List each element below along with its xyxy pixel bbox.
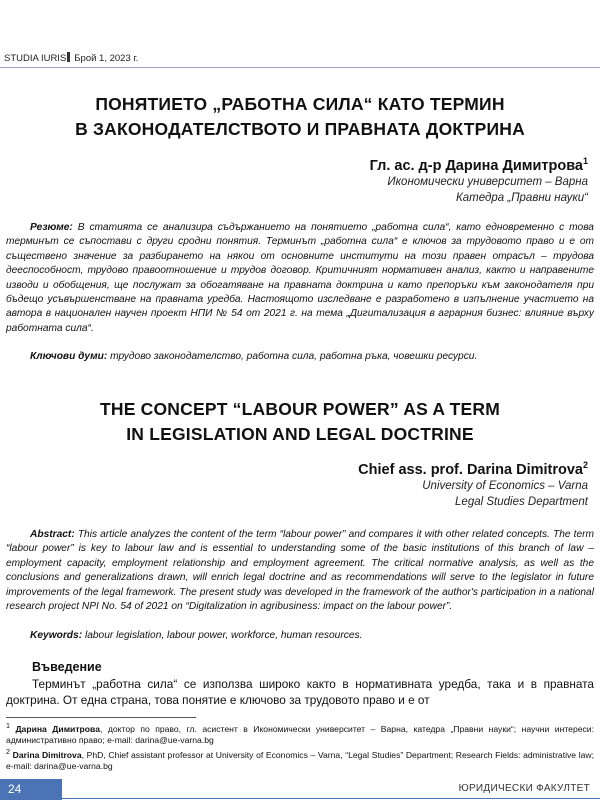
en-abstract xyxy=(6,528,594,614)
bg-keywords-label: Ключови думи: xyxy=(30,351,108,362)
issue-label: Брой 1, 2023 г. xyxy=(74,53,139,64)
footnote-2 xyxy=(6,747,594,773)
running-header-text xyxy=(4,52,138,64)
footnote-separator xyxy=(6,717,196,718)
footnote-1-text: , доктор по право, гл. асистент в Икономически университет – Варна, катедра „Правни науки“; научни интереси: административно право; e-mail: darina@ue-varna.bg xyxy=(6,723,594,746)
bg-author xyxy=(370,156,588,174)
en-affiliation-university: University of Economics – Varna xyxy=(422,480,588,492)
footnote-2-text: , PhD, Chief assistant professor at University of Economics – Varna, “Legal Studies” Department; Research Fields: administrative law; e-mail: darina@ue-varna.bg xyxy=(6,749,594,771)
page-footer xyxy=(0,779,600,800)
header-separator-bar xyxy=(67,52,70,62)
en-author-name: Chief ass. prof. Darina Dimitrova xyxy=(358,461,583,478)
footer-rule xyxy=(62,798,600,799)
en-title-line-1: THE CONCEPT “LABOUR POWER” AS A TERM xyxy=(100,399,500,419)
bg-keywords xyxy=(6,350,594,364)
bg-title xyxy=(20,92,580,142)
en-author xyxy=(358,460,588,478)
footnote-2-name: Darina Dimitrova xyxy=(12,749,82,760)
bg-title-line-1: ПОНЯТИЕТО „РАБОТНА СИЛА“ КАТО ТЕРМИН xyxy=(95,94,505,114)
bg-author-name: Гл. ас. д-р Дарина Димитрова xyxy=(369,157,583,174)
bg-author-footnote-ref: 1 xyxy=(582,156,588,166)
en-title xyxy=(20,397,580,447)
header-rule xyxy=(0,67,600,68)
bg-keywords-text: трудово законодателство, работна сила, работна ръка, човешки ресурси. xyxy=(110,351,478,362)
page-number-box xyxy=(0,779,62,800)
faculty-label: ЮРИДИЧЕСКИ ФАКУЛТЕТ xyxy=(458,783,590,794)
intro-paragraph: Терминът „работна сила“ се използва широко както в нормативната уредба, така и в правната доктрина. От една страна, това понятие е ключово за трудовото право и е от xyxy=(6,677,594,707)
en-keywords-text: labour legislation, labour power, workforce, human resources. xyxy=(84,630,363,641)
en-keywords-label: Keywords: xyxy=(30,630,83,641)
bg-abstract-text: В статията се анализира съдържанието на понятието „работна сила“, като едновременно с това терминът се съпостави с други сродни понятия. Терминът „работна сила“ е ключов за трудовото право и е от съществено значение за разбирането на някои от основните институти на този правен отрасъл – трудова дееспособност, трудово правоотношение и трудов договор. Критичният нормативен анализ, както и направените изводи и обобщения, ще послужат за обогатяване на правната доктрина и като препоръки към законодателя при бъдещо усъвършенстване на правната уредба. Настоящото изследване е разработено в изпълнение участието на автора в национален научен проект НПИ № 54 от 2021 г. на тема „Дигитализация в аграрния бизнес: влияние върху работната сила“. xyxy=(6,222,594,334)
bg-affiliation-university: Икономически университет – Варна xyxy=(387,176,588,188)
running-header xyxy=(0,52,600,66)
en-affiliation-department: Legal Studies Department xyxy=(455,496,588,508)
en-author-footnote-ref: 2 xyxy=(582,460,588,470)
bg-title-line-2: В ЗАКОНОДАТЕЛСТВОТО И ПРАВНАТА ДОКТРИНА xyxy=(75,119,525,139)
footnote-1-number: 1 xyxy=(6,722,10,730)
intro-heading: Въведение xyxy=(32,660,102,674)
bg-affiliation-department: Катедра „Правни науки“ xyxy=(456,192,588,204)
en-keywords xyxy=(6,629,594,643)
bg-abstract xyxy=(6,221,594,336)
footnote-2-number: 2 xyxy=(6,747,10,756)
footnotes xyxy=(6,721,594,772)
footnote-1 xyxy=(6,721,594,747)
journal-name: STUDIA IURIS xyxy=(4,53,67,64)
bg-abstract-label: Резюме: xyxy=(30,222,73,233)
footnote-1-name: Дарина Димитрова xyxy=(15,723,100,734)
en-title-line-2: IN LEGISLATION AND LEGAL DOCTRINE xyxy=(126,424,474,444)
page-number: 24 xyxy=(8,782,22,796)
en-abstract-text: This article analyzes the content of the term “labour power” and compares it with other related concepts. The term “labour power” is key to labour law and is essential to understanding some of the basic institutions of this branch of law – employment capacity, employment relationship and employment agreement. The critical normative analysis, as well as the conclusions and generalizations drawn, will enrich legal doctrine and as recommendations will serve to the legislator in future improvements of the legal framework. The present study was developed in the framework of the author's participation in a national research project NPI No. 54 of 2021 on “Digitalization in agribusiness: impact on the labour power”. xyxy=(6,529,594,613)
en-abstract-label: Abstract: xyxy=(30,529,75,540)
